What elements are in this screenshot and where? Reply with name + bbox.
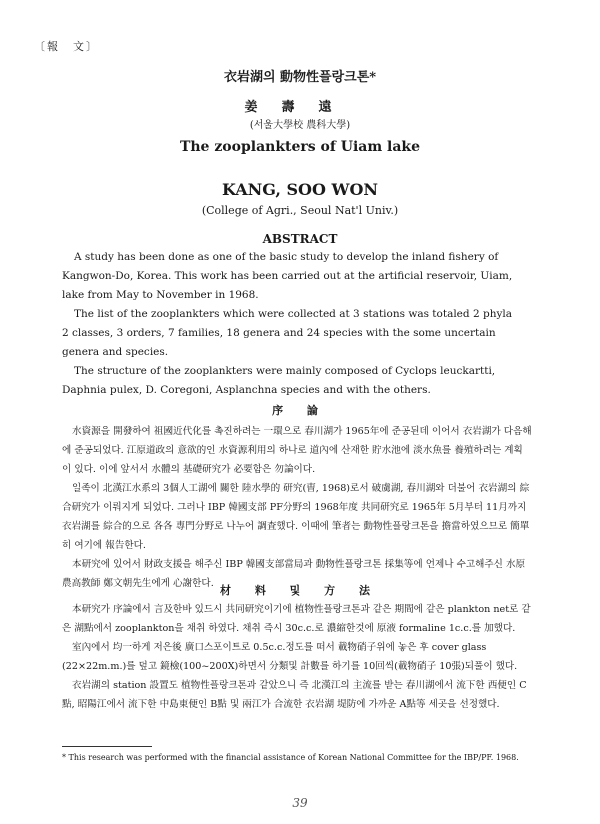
abstract-paragraph: The list of the zooplankters which were collected at 3 stations was totaled 2 phyla 2 classes, 3 orders, 7 families, 18 genera and 24 species with the some uncertain genera and species. <box>62 308 513 358</box>
abstract-body <box>62 248 518 400</box>
page-number: 39 <box>292 796 308 810</box>
intro-paragraph: 水資源을 開發하여 祖國近代化를 촉진하려는 一環으로 春川湖가 1965年에 준공된데 이어서 衣岩湖가 다음해에 준공되었다. 江原道政의 意欲的인 水資源利用의 하나로 道內에 산재한 貯水池에 淡水魚를 養殖하려는 계획이 있다. 이에 앞서서 水體의 基礎研究가 必要함은 勿論이다. <box>62 426 532 475</box>
korean-title: 衣岩湖의 動物性플랑크톤* <box>223 70 377 85</box>
footnote: * This research was performed with the financial assistance of Korean National Committee for the IBP/PF. 1968. <box>62 753 519 762</box>
methods-paragraph: 本研究가 序論에서 言及한바 있드시 共同研究이기에 植物性플랑크톤과 같은 期間에 같은 plankton net로 같은 湖點에서 zooplankton을 채취 하였다. 채취 즉시 30c.c.로 濃縮한것에 原液 formaline 1c.c.를 加했다. <box>62 604 531 634</box>
methods-paragraph: 衣岩湖의 station 設置도 植物性플랑크톤과 같았으니 즉 北漢江의 主流를 받는 春川湖에서 流下한 西便인 C點, 昭陽江에서 流下한 中島東便인 B點 및 兩江가 合流한 衣岩湖 堤防에 가까운 A點等 세곳을 선정했다. <box>62 680 527 710</box>
korean-author: 姜壽遠 <box>244 100 356 115</box>
english-author: KANG, SOO WON <box>221 180 379 199</box>
intro-paragraph: 일족이 北漢江水系의 3個人工湖에 關한 陸水學的 研究(曺, 1968)로서 破虜湖, 春川湖와 더불어 衣岩湖의 綜合研究가 이뤄지게 되었다. 그러나 IBP 韓國支部 PF分野의 1968年度 共同研究로 1965年 5月부터 11月까지 衣岩湖를 綜合的으로 各各 專門分野로 나누어 調査했다. 이때에 筆者는 動物性플랑크톤을 擔當하였으므로 簡單히 여기에 報告한다. <box>62 483 530 551</box>
intro-body <box>62 422 532 593</box>
footnote-divider <box>62 746 152 747</box>
abstract-paragraph: The structure of the zooplankters were mainly composed of Cyclops leuckartti, Daphnia pulex, D. Coregoni, Asplanchna species and with the others. <box>62 365 496 396</box>
english-affiliation: (College of Agri., Seoul Nat'l Univ.) <box>201 204 399 217</box>
abstract-paragraph: A study has been done as one of the basic study to develop the inland fishery of Kangwon-Do, Korea. This work has been carried out at the artificial reservoir, Uiam, lake from May to November in 1968. <box>62 251 513 301</box>
korean-affiliation: (서울大學校 農科大學) <box>249 120 351 131</box>
methods-body <box>62 600 532 714</box>
english-title: The zooplankters of Uiam lake <box>179 139 421 155</box>
report-tag: 〔報 文〕 <box>34 40 99 53</box>
methods-paragraph: 室內에서 均一하게 저은後 廣口스포이트로 0.5c.c.정도를 떠서 載物硝子위에 놓은 후 cover glass (22×22m.m.)를 덮고 鏡檢(100~200X)하면서 分類및 計數를 하기를 10回씩(載物硝子 10張)되풀이 했다. <box>62 642 518 672</box>
abstract-heading: ABSTRACT <box>262 232 338 246</box>
intro-paragraph: 本研究에 있어서 財政支援을 해주신 IBP 韓國支部當局과 動物性플랑크톤 採集等에 언제나 수고해주신 水原農高教師 鄭文朝先生에게 心謝한다. <box>62 559 526 589</box>
methods-heading: 材 料 및 方 法 <box>220 584 380 597</box>
intro-heading: 序 論 <box>272 404 328 417</box>
